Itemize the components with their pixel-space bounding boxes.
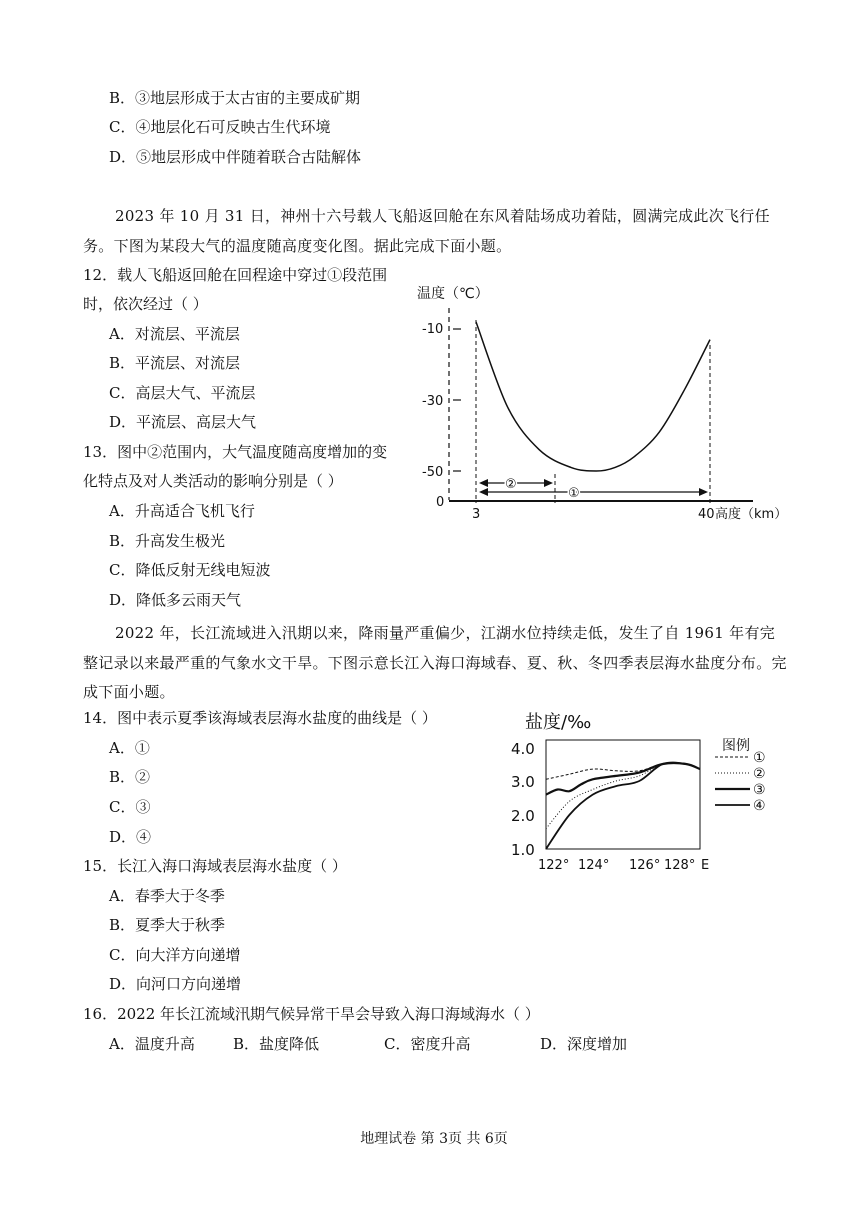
chart2-legend-label-4: ④ — [753, 798, 766, 814]
chart2-legend-label-1: ① — [753, 750, 766, 766]
chart1-range-2-arrowhead-left — [479, 479, 488, 487]
q14-option-b: B．② — [109, 768, 151, 786]
q14-stem: 14．图中表示夏季该海域表层海水盐度的曲线是（ ） — [83, 709, 437, 727]
chart1-range-1-arrowhead-left — [479, 488, 488, 496]
q16-stem: 16．2022 年长江流域汛期气候异常干旱会导致入海口海域海水（ ） — [83, 1005, 540, 1023]
q12-option-c: C．高层大气、平流层 — [109, 384, 256, 402]
q15-option-b: B．夏季大于秋季 — [109, 916, 226, 934]
q11-option-b: B．③地层形成于太古宙的主要成矿期 — [109, 89, 361, 107]
passage-2: 2022 年，长江流域进入汛期以来，降雨量严重偏少，江湖水位持续走低，发生了自 1961 年有完整记录以来最严重的气象水文干旱。下图示意长江入海口海域春、夏、秋、冬四季表层海水盐度分布。完成下面小题。 — [83, 624, 787, 701]
q12-stem-line1: 12．载人飞船返回舱在回程途中穿过①段范围 — [83, 266, 388, 284]
q14-option-c: C．③ — [109, 798, 151, 816]
chart2-ytick-1: 1.0 — [511, 841, 535, 859]
chart1-label-2: ② — [505, 477, 517, 492]
chart2-series-line-3 — [546, 763, 700, 794]
q15-option-a: A．春季大于冬季 — [109, 887, 225, 905]
chart1-xlabel: 高度（km） — [715, 507, 788, 522]
page-footer: 地理试卷 第 3页 共 6页 — [360, 1131, 508, 1147]
chart1-ytick-neg30: -30 — [422, 394, 444, 409]
q14-option-a: A．① — [109, 739, 150, 757]
q16-option-d: D．深度增加 — [540, 1035, 628, 1053]
chart2-xtick-128: 128° — [664, 858, 696, 873]
chart2-ylabel: 盐度/‰ — [525, 712, 592, 733]
q15-stem: 15．长江入海口海域表层海水盐度（ ） — [83, 857, 347, 875]
chart2-legend-title: 图例 — [722, 738, 750, 754]
chart1-ytick-0: 0 — [436, 495, 445, 510]
chart2-xtick-122: 122° — [538, 858, 570, 873]
chart2-xtick-124: 124° — [578, 858, 610, 873]
chart2-series-line-2 — [546, 763, 700, 829]
passage-1: 2023 年 10 月 31 日，神州十六号载人飞船返回舱在东风着陆场成功着陆，圆满完成此次飞行任务。下图为某段大气的温度随高度变化图。据此完成下面小题。 — [83, 207, 770, 255]
chart2-xtick-126: 126° — [629, 858, 661, 873]
chart2-ytick-3: 3.0 — [511, 773, 535, 791]
chart2-legend-label-2: ② — [753, 766, 766, 782]
q15-option-d: D．向河口方向递增 — [109, 975, 242, 993]
q11-option-d: D．⑤地层形成中伴随着联合古陆解体 — [109, 148, 362, 166]
q13-option-b: B．升高发生极光 — [109, 532, 226, 550]
chart1-label-1: ① — [568, 486, 580, 501]
q14-option-d: D．④ — [109, 828, 152, 846]
q12-option-a: A．对流层、平流层 — [109, 325, 240, 343]
chart1-xtick-3: 3 — [472, 507, 481, 522]
q16-option-b: B．盐度降低 — [233, 1035, 320, 1053]
q12-stem-line2: 时，依次经过（ ） — [83, 295, 208, 313]
q13-option-a: A．升高适合飞机飞行 — [109, 502, 255, 520]
chart2-ytick-2: 2.0 — [511, 807, 535, 825]
chart1-ytick-neg50: -50 — [422, 465, 444, 480]
chart2-xtick-e: E — [701, 858, 710, 873]
q11-option-c: C．④地层化石可反映古生代环境 — [109, 118, 331, 136]
q13-stem-line2: 化特点及对人类活动的影响分别是（ ） — [83, 472, 343, 490]
chart1-range-1-arrowhead-right — [699, 488, 708, 496]
q13-option-c: C．降低反射无线电短波 — [109, 561, 271, 579]
chart1-xtick-40: 40 — [698, 507, 715, 522]
chart1-range-2-arrowhead-right — [544, 479, 553, 487]
chart1-ytick-neg10: -10 — [422, 322, 444, 337]
salinity-chart — [505, 700, 795, 880]
q12-option-b: B．平流层、对流层 — [109, 354, 241, 372]
q13-stem-line1: 13．图中②范围内，大气温度随高度增加的变 — [83, 443, 388, 461]
chart1-ylabel: 温度（℃） — [417, 286, 489, 302]
chart1-temperature-curve — [476, 322, 710, 471]
temperature-altitude-chart — [405, 278, 805, 523]
chart2-legend-label-3: ③ — [753, 782, 766, 798]
q12-option-d: D．平流层、高层大气 — [109, 413, 257, 431]
q15-option-c: C．向大洋方向递增 — [109, 946, 241, 964]
chart2-plot-frame — [546, 740, 700, 849]
q13-option-d: D．降低多云雨天气 — [109, 591, 242, 609]
q16-option-a: A．温度升高 — [109, 1035, 195, 1053]
chart2-ytick-4: 4.0 — [511, 740, 535, 758]
q16-option-c: C．密度升高 — [384, 1035, 471, 1053]
chart2-series-line-1 — [546, 763, 700, 779]
